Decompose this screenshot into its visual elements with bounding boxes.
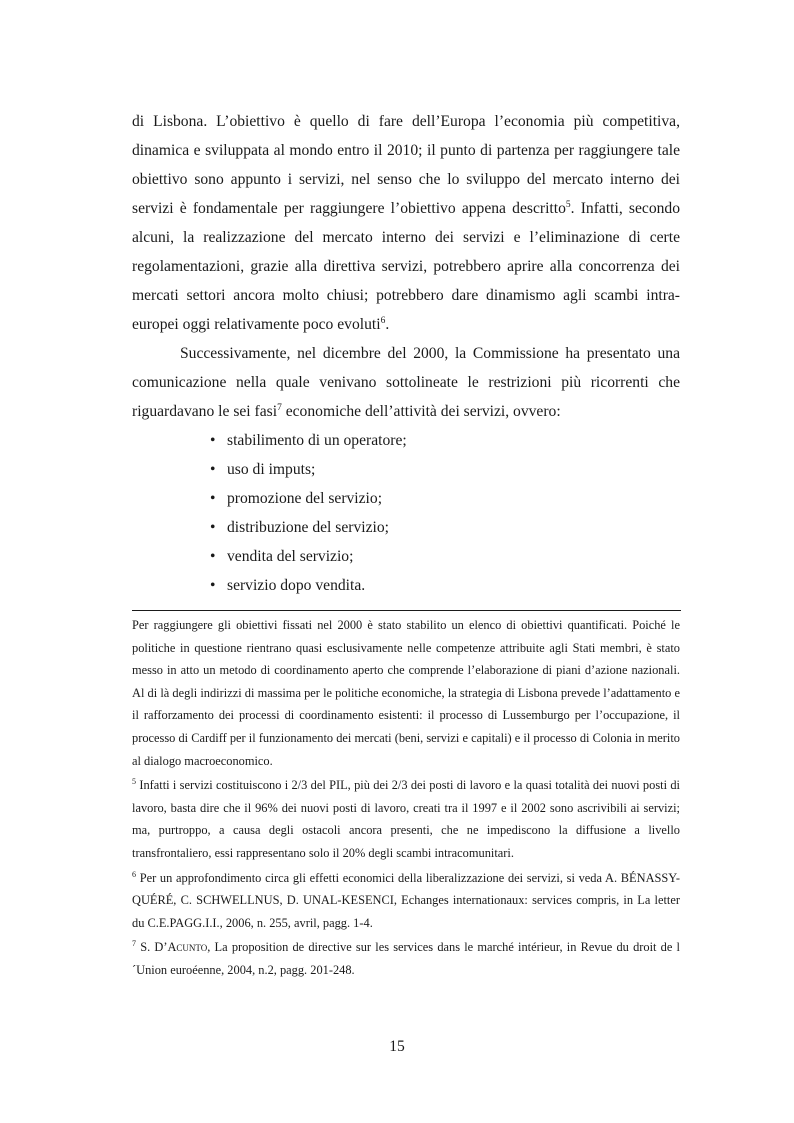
page-number: 15 bbox=[389, 1038, 405, 1055]
footnote-text: , La proposition de directive sur les services dans le marché intérieur, in Revue du droit de l´Union euroéenne, 2004, n.2, pagg. 201-248. bbox=[132, 940, 681, 977]
bullet-icon: • bbox=[210, 519, 216, 536]
paragraph-commissione bbox=[132, 339, 680, 426]
list-item bbox=[210, 426, 680, 455]
footnote-separator bbox=[132, 610, 681, 611]
footnote-mark: 7 bbox=[132, 939, 136, 949]
bullet-icon: • bbox=[210, 577, 216, 594]
bullet-icon: • bbox=[210, 461, 216, 478]
paragraph-text: economiche dell’attività dei servizi, ovvero: bbox=[281, 403, 561, 420]
list-item bbox=[210, 455, 680, 484]
footnotes bbox=[132, 614, 680, 984]
list-item-text: promozione del servizio; bbox=[227, 490, 383, 507]
bullet-icon: • bbox=[210, 432, 216, 449]
footnote-7 bbox=[132, 936, 680, 981]
list-item-text: uso di imputs; bbox=[227, 461, 316, 478]
list-item-text: servizio dopo vendita. bbox=[227, 577, 366, 594]
list-item bbox=[210, 571, 680, 600]
list-item bbox=[210, 484, 680, 513]
footnote-ref-6[interactable]: 6 bbox=[380, 315, 386, 326]
main-text bbox=[132, 107, 680, 600]
footnote-author-smallcaps: cunto bbox=[176, 940, 208, 955]
footnote-mark: 5 bbox=[132, 777, 136, 787]
bullet-icon: • bbox=[210, 490, 216, 507]
footnote-author: S. D’A bbox=[136, 940, 177, 955]
footnote-continued: Per raggiungere gli obiettivi fissati nel 2000 è stato stabilito un elenco di obiettivi quantificati. Poiché le politiche in questione rientrano quasi esclusivamente nelle competenze attribuite agli Stati membri, è stato messo in atto un metodo di coordinamento aperto che comprende l’elaborazione di piani d’azione nazionali. Al di là degli indirizzi di massima per le politiche economiche, la strategia di Lisbona prevede l’adattamento e il rafforzamento dei processi di coordinamento esistenti: il processo di Lussemburgo per l’occupazione, il processo di Cardiff per il funzionamento dei mercati (beni, servizi e capitali) e il processo di Colonia in merito al dialogo macroeconomico. bbox=[132, 618, 680, 768]
list-item-text: stabilimento di un operatore; bbox=[227, 432, 407, 449]
paragraph-text: . bbox=[385, 316, 390, 333]
list-item-text: distribuzione del servizio; bbox=[227, 519, 389, 536]
list-item bbox=[210, 513, 680, 542]
paragraph-text: . Infatti, secondo alcuni, la realizzazione del mercato interno dei servizi e l’eliminazione di certe regolamentazioni, grazie alla direttiva servizi, potrebbero aprire alla concorrenza dei mercati settori ancora molto chiusi; potrebbero dare dinamismo agli scambi intra-europei oggi relativamente poco evoluti bbox=[132, 200, 681, 333]
footnote-mark: 6 bbox=[132, 869, 136, 879]
paragraph-text: Successivamente, nel dicembre del 2000, la Commissione ha presentato una comunicazione nella quale venivano sottolineate le restrizioni più ricorrenti che riguardavano le sei fasi bbox=[132, 345, 680, 420]
list-item bbox=[210, 542, 680, 571]
footnote-5 bbox=[132, 774, 680, 864]
footnote-text: Per un approfondimento circa gli effetti economici della liberalizzazione dei servizi, si veda A. BÉNASSY-QUÉRÉ, C. SCHWELLNUS, D. UNAL-KESENCI, Echanges internationaux: services compris, in La letter du C.E.PAGG.I.I., 2006, n. 255, avril, pagg. 1-4. bbox=[132, 870, 680, 930]
footnote-text: Infatti i servizi costituiscono i 2/3 del PIL, più dei 2/3 dei posti di lavoro e la quasi totalità dei nuovi posti di lavoro, basta dire che il 96% dei nuovi posti di lavoro, creati tra il 1997 e il 2002 sono ascrivibili ai servizi; ma, purtroppo, a causa degli ostacoli ancora presenti, che ne impediscono la diffusione a livello transfrontaliero, essi rappresentano solo il 20% degli scambi intracomunitari. bbox=[132, 778, 680, 860]
list-item-text: vendita del servizio; bbox=[227, 548, 354, 565]
paragraph-text: di Lisbona. L’obiettivo è quello di fare dell’Europa l’economia più competitiva, dinamica e sviluppata al mondo entro il 2010; il punto di partenza per raggiungere tale obiettivo sono appunto i servizi, nel senso che lo sviluppo del mercato interno dei servizi è fondamentale per raggiungere l’obiettivo appena descritto bbox=[132, 113, 680, 217]
footnote-6 bbox=[132, 867, 680, 935]
footnote-ref-7[interactable]: 7 bbox=[277, 402, 282, 413]
bullet-icon: • bbox=[210, 548, 216, 565]
paragraph-lisbona bbox=[132, 107, 680, 339]
phases-list bbox=[132, 426, 680, 600]
footnote-ref-5[interactable]: 5 bbox=[565, 199, 571, 210]
